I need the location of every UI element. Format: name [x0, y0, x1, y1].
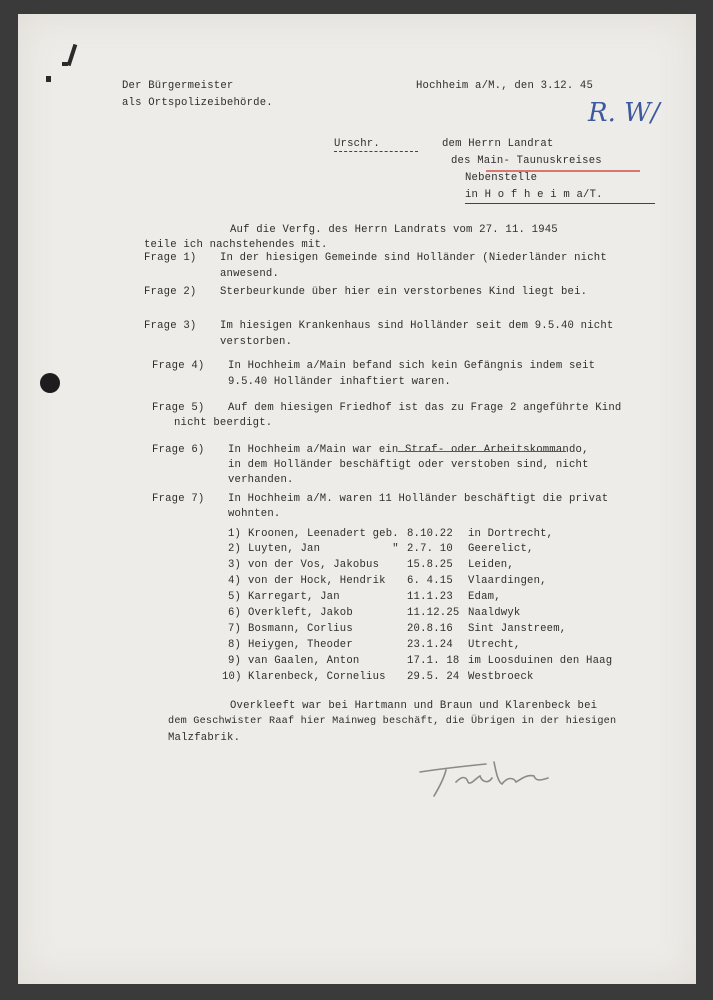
intro-line-1: Auf die Verfg. des Herrn Landrats vom 27. 11. 1945	[230, 224, 558, 236]
signature	[416, 742, 566, 802]
person-name: Heiygen, Theoder	[248, 639, 353, 651]
question-text: Im hiesigen Krankenhaus sind Holländer seit dem 9.5.40 nicht	[220, 320, 614, 332]
person-name: Klarenbeck, Cornelius	[248, 671, 386, 683]
person-birthdate: 8.10.22	[407, 528, 453, 540]
person-number: 9)	[228, 655, 242, 667]
question-text: anwesend.	[220, 268, 280, 280]
person-birthdate: 11.1.23	[407, 591, 453, 603]
person-number: 10)	[222, 671, 242, 683]
question-text: nicht beerdigt.	[174, 417, 273, 429]
document-page	[18, 14, 696, 984]
question-text: In der hiesigen Gemeinde sind Holländer (Niederländer nicht	[220, 252, 607, 264]
question-text: In Hochheim a/Main befand sich kein Gefängnis indem seit	[228, 360, 596, 372]
person-birthdate: 17.1. 18	[407, 655, 460, 667]
closing-line-1: Overkleeft war bei Hartmann und Braun und Klarenbeck bei	[230, 700, 598, 712]
person-name: Kroonen, Leenadert geb.	[248, 528, 399, 540]
person-birthdate: 20.8.16	[407, 623, 453, 635]
handwritten-initials: R. W/	[588, 98, 660, 128]
person-number: 2)	[228, 543, 242, 555]
person-birthplace: Westbroeck	[468, 671, 534, 683]
question-text: Sterbeurkunde über hier ein verstorbenes Kind liegt bei.	[220, 286, 588, 298]
person-birthdate: 2.7. 10	[407, 543, 453, 555]
person-name: van Gaalen, Anton	[248, 655, 360, 667]
question-label: Frage 1)	[144, 252, 197, 264]
question-text: in dem Holländer beschäftigt oder verstoben sind, nicht	[228, 459, 589, 471]
person-birthplace: Vlaardingen,	[468, 575, 547, 587]
person-birthplace: in Dortrecht,	[468, 528, 554, 540]
urschr-underline	[334, 151, 418, 152]
address-line-2: des Main- Taunuskreises	[451, 155, 602, 167]
punch-hole	[40, 373, 60, 393]
person-birthdate: 11.12.25	[407, 607, 460, 619]
staple-mark	[67, 44, 78, 66]
person-birthplace: Utrecht,	[468, 639, 521, 651]
person-birthplace: Edam,	[468, 591, 501, 603]
address-underline	[465, 203, 655, 204]
person-number: 3)	[228, 559, 242, 571]
person-birthplace: Sint Janstreem,	[468, 623, 567, 635]
sender-line-1: Der Bürgermeister	[122, 80, 234, 92]
question-text: verhanden.	[228, 474, 294, 486]
person-number: 7)	[228, 623, 242, 635]
person-birthdate: 23.1.24	[407, 639, 453, 651]
question-text: 9.5.40 Holländer inhaftiert waren.	[228, 376, 451, 388]
question-text: In Hochheim a/Main war ein Straf- oder Arbeitskommando,	[228, 444, 589, 456]
person-number: 6)	[228, 607, 242, 619]
person-number: 8)	[228, 639, 242, 651]
person-name: Karregart, Jan	[248, 591, 340, 603]
question-label: Frage 2)	[144, 286, 197, 298]
closing-line-3: Malzfabrik.	[168, 732, 241, 744]
address-line-3: Nebenstelle	[465, 172, 538, 184]
person-name: von der Vos, Jakobus	[248, 559, 380, 571]
person-number: 1)	[228, 528, 242, 540]
intro-line-2: teile ich nachstehendes mit.	[144, 239, 328, 251]
question-text: In Hochheim a/M. waren 11 Holländer beschäftigt die privat	[228, 493, 609, 505]
person-name: Overkleft, Jakob	[248, 607, 353, 619]
place-date: Hochheim a/M., den 3.12. 45	[416, 80, 594, 92]
person-name: Bosmann, Corlius	[248, 623, 353, 635]
person-name: von der Hock, Hendrik	[248, 575, 386, 587]
sender-line-2: als Ortspolizeibehörde.	[122, 97, 273, 109]
question-label: Frage 3)	[144, 320, 197, 332]
question-text: Auf dem hiesigen Friedhof ist das zu Frage 2 angeführte Kind	[228, 402, 622, 414]
person-birthplace: Geerelict,	[468, 543, 534, 555]
person-number: 4)	[228, 575, 242, 587]
address-line-4: in H o f h e i m a/T.	[465, 189, 603, 201]
person-birthplace: Leiden,	[468, 559, 514, 571]
person-birthplace: im Loosduinen den Haag	[468, 655, 613, 667]
question-label: Frage 4)	[152, 360, 205, 372]
person-number: 5)	[228, 591, 242, 603]
person-birthdate: 15.8.25	[407, 559, 453, 571]
person-birthplace: Naaldwyk	[468, 607, 521, 619]
closing-line-2: dem Geschwister Raaf hier Mainweg beschäft, die Übrigen in der hiesigen	[168, 716, 617, 727]
staple-mark	[62, 62, 68, 66]
person-name: Luyten, Jan "	[248, 543, 399, 555]
question-label: Frage 7)	[152, 493, 205, 505]
question-label: Frage 6)	[152, 444, 205, 456]
question-text: wohnten.	[228, 508, 281, 520]
person-birthdate: 29.5. 24	[407, 671, 460, 683]
staple-mark	[46, 76, 51, 82]
question-text: verstorben.	[220, 336, 293, 348]
question-label: Frage 5)	[152, 402, 205, 414]
person-birthdate: 6. 4.15	[407, 575, 453, 587]
handwritten-correction	[398, 451, 566, 452]
urschr-label: Urschr.	[334, 138, 380, 150]
address-line-1: dem Herrn Landrat	[442, 138, 554, 150]
